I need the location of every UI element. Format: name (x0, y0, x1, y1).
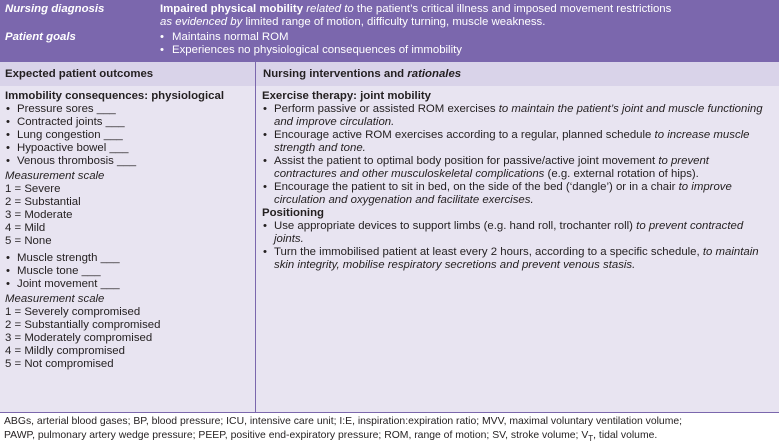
intervention-text: Turn the immobilised patient at least every 2 hours, according to a specific schedule, (274, 246, 703, 258)
rationale-text: to prevent contractures and other musculoskeletal complications (274, 155, 709, 180)
footnote-line (4, 429, 775, 443)
list-item: • Hypoactive bowel ___ (5, 142, 253, 155)
footnote-text: , tidal volume. (593, 430, 658, 441)
intervention-after-text: (e.g. external rotation of hips). (544, 168, 699, 180)
outcome-items (5, 103, 253, 168)
goal-item: • Maintains normal ROM (160, 31, 462, 44)
goals-list (160, 31, 462, 57)
outcome-items-2 (5, 252, 253, 291)
rationale-text: to increase muscle strength and tone. (274, 129, 750, 154)
scale-item: 3 = Moderate (5, 209, 73, 221)
scale-item: 1 = Severe (5, 183, 61, 195)
scale-item: 2 = Substantial (5, 196, 81, 208)
scale-item: 4 = Mildly compromised (5, 345, 125, 357)
rationale-text: to maintain the patient’s joint and muscle functioning and improve circulation. (274, 103, 763, 128)
measurement-scale-title: Measurement scale (5, 170, 105, 182)
scale-item: 2 = Substantially compromised (5, 319, 161, 331)
footnote-subscript: T (588, 434, 594, 444)
scale-item: 1 = Severely compromised (5, 306, 141, 318)
list-item: • Venous thrombosis ___ (5, 155, 253, 168)
scale-item: 5 = None (5, 235, 52, 247)
diagnosis-text1: the patient’s critical illness and imposed movement restrictions (353, 3, 672, 15)
diagnosis-text (160, 3, 760, 29)
list-item: • Joint movement ___ (5, 278, 253, 291)
intervention-section-title: Exercise therapy: joint mobility (262, 90, 432, 102)
intervention-text: Use appropriate devices to support limbs (e.g. hand roll, trochanter roll) (274, 220, 637, 232)
list-item: • Contracted joints ___ (5, 116, 253, 129)
interventions-heading-a: Nursing interventions and (263, 68, 408, 80)
outcomes-column (5, 90, 253, 371)
intervention-items-2 (262, 220, 774, 272)
diagnosis-header (0, 0, 779, 62)
intervention-text: Encourage active ROM exercises according to a regular, planned schedule (274, 129, 655, 141)
rationale-text: to prevent contracted joints. (274, 220, 744, 245)
list-item: • Muscle strength ___ (5, 252, 253, 265)
outcomes-section-title: Immobility consequences: physiological (5, 90, 225, 102)
intervention-section-title: Positioning (262, 207, 325, 219)
intervention-items (262, 103, 774, 207)
measurement-scale-title: Measurement scale (5, 293, 105, 305)
scale-item: 3 = Moderately compromised (5, 332, 153, 344)
goals-label: Patient goals (5, 31, 76, 43)
goal-item: • Experiences no physiological consequences of immobility (160, 44, 462, 57)
scale-item: 5 = Not compromised (5, 358, 114, 370)
intervention-text: Perform passive or assisted ROM exercises (274, 103, 499, 115)
interventions-heading-b: rationales (407, 68, 462, 80)
intervention-text: Encourage the patient to sit in bed, on the side of the bed (‘dangle’) or in a chair (274, 181, 679, 193)
column-divider (255, 62, 256, 412)
intervention-text: Assist the patient to optimal body position for passive/active joint movement (274, 155, 659, 167)
interventions-column-heading (258, 62, 779, 86)
interventions-column (262, 90, 774, 272)
diagnosis-evidenced: as evidenced by (160, 16, 243, 28)
diagnosis-text2: limited range of motion, difficulty turning, muscle weakness. (242, 16, 546, 28)
list-item (262, 129, 774, 155)
list-item: • Pressure sores ___ (5, 103, 253, 116)
list-item: • Muscle tone ___ (5, 265, 253, 278)
list-item: • Lung congestion ___ (5, 129, 253, 142)
list-item (262, 181, 774, 207)
rationale-text: to maintain skin integrity, mobilise respiratory secretions and prevent venous stasis. (274, 246, 759, 271)
diagnosis-label: Nursing diagnosis (5, 3, 105, 15)
list-item (262, 246, 774, 272)
outcomes-column-heading: Expected patient outcomes (0, 62, 258, 86)
list-item (262, 155, 774, 181)
list-item (262, 220, 774, 246)
abbreviations-footnote (0, 412, 779, 447)
diagnosis-bold: Impaired physical mobility (160, 3, 304, 15)
scale-item: 4 = Mild (5, 222, 46, 234)
rationale-text: to improve circulation and oxygenation and facilitate exercises. (274, 181, 732, 206)
list-item (262, 103, 774, 129)
diagnosis-related: related to (306, 3, 354, 15)
footnote-line: ABGs, arterial blood gases; BP, blood pressure; ICU, intensive care unit; I:E, inspiration:expiration ratio; MVV, maximal voluntary ventilation volume; (4, 416, 683, 427)
footnote-text: PAWP, pulmonary artery wedge pressure; PEEP, positive end-expiratory pressure; ROM, range of motion; SV, stroke volume; V (4, 430, 589, 441)
